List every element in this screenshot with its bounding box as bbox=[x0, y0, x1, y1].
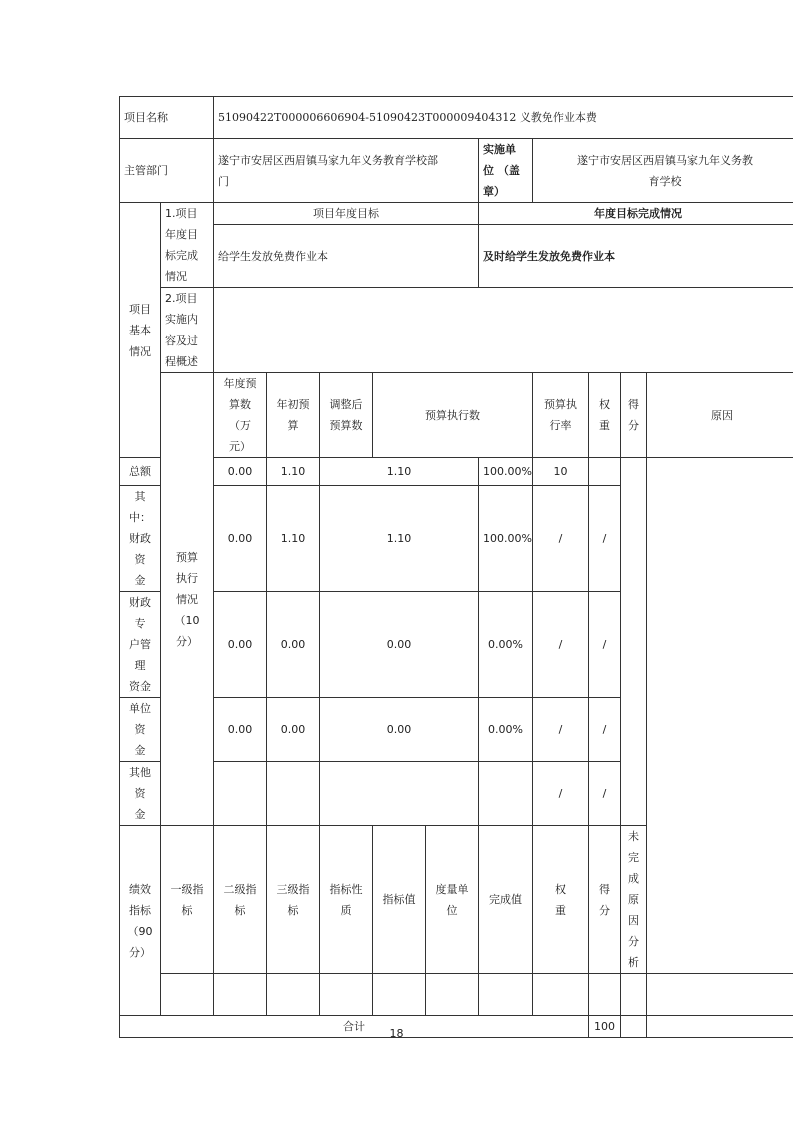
level3-indicator-header bbox=[267, 826, 320, 974]
initial-budget-cell: 0.00 bbox=[214, 458, 267, 486]
implementing-unit-value-line-1: 遂宁市安居区西眉镇马家九年义务教 bbox=[577, 153, 753, 167]
empty-cell bbox=[267, 974, 320, 1016]
score-cell: / bbox=[589, 592, 621, 698]
level1-indicator-header-line-1: 一级指 bbox=[170, 882, 204, 896]
implementing-unit-label-line-2: 位 （盖 bbox=[483, 164, 520, 177]
adjusted-budget-cell: 0.00 bbox=[267, 698, 320, 762]
implementing-unit-label bbox=[479, 139, 533, 203]
score-cell: / bbox=[589, 698, 621, 762]
process-overview-label bbox=[161, 288, 214, 373]
goal-value-row bbox=[120, 225, 793, 288]
annual-goal-header: 项目年度目标 bbox=[214, 203, 479, 225]
measure-unit-header-line-1: 度量单 bbox=[435, 882, 469, 896]
empty-cell bbox=[373, 974, 426, 1016]
score-cell: / bbox=[589, 762, 621, 826]
score-header-line-2: 分 bbox=[628, 419, 639, 432]
performance-score-header-line-1: 得 bbox=[599, 882, 610, 896]
empty-cell bbox=[320, 974, 373, 1016]
empty-cell bbox=[479, 974, 533, 1016]
table-row bbox=[120, 486, 793, 592]
table-row bbox=[120, 698, 793, 762]
execution-rate-header-line-1: 预算执 bbox=[544, 398, 577, 411]
performance-section-label bbox=[120, 826, 161, 1016]
adjusted-budget-cell: 1.10 bbox=[267, 486, 320, 592]
execution-rate-cell: 100.00% bbox=[479, 458, 533, 486]
adjusted-budget-header-line-1: 调整后 bbox=[329, 398, 363, 411]
performance-section-line-1: 绩效 bbox=[129, 882, 151, 896]
weight-cell: / bbox=[533, 592, 589, 698]
indicator-value-header: 指标值 bbox=[373, 826, 426, 974]
budget-row-label-line-1: 财政专 bbox=[129, 596, 151, 630]
level3-indicator-header-line-1: 三级指 bbox=[276, 882, 310, 896]
budget-row-label-line-1: 其他资 bbox=[129, 766, 151, 800]
project-name-label: 项目名称 bbox=[120, 97, 214, 139]
weight-cell: / bbox=[533, 698, 589, 762]
weight-header-line-2: 重 bbox=[599, 419, 610, 432]
initial-budget-header-line-2: 算 bbox=[287, 419, 299, 432]
actual-value-header: 完成值 bbox=[479, 826, 533, 974]
page-number: 18 bbox=[389, 1027, 404, 1040]
reason-header: 原因 bbox=[647, 373, 793, 458]
annual-budget-header-line-3: （万 bbox=[229, 419, 251, 432]
process-label-line-1: 2.项目 bbox=[165, 292, 198, 305]
annual-budget-header-line-1: 年度预 bbox=[223, 377, 257, 390]
table-row bbox=[120, 974, 793, 1016]
executed-budget-cell: 1.10 bbox=[320, 486, 479, 592]
process-overview-value bbox=[214, 288, 793, 373]
process-label-line-4: 程概述 bbox=[165, 355, 198, 368]
reason-cell bbox=[621, 458, 647, 826]
project-name-value: 51090422T000006606904-51090423T000009404312 义教免作业本费 bbox=[214, 97, 793, 139]
process-label-line-3: 容及过 bbox=[165, 334, 198, 347]
initial-budget-cell: 0.00 bbox=[214, 486, 267, 592]
performance-weight-header bbox=[533, 826, 589, 974]
budget-section-label bbox=[161, 373, 214, 826]
incomplete-analysis-header: 未完成原因分析 bbox=[621, 826, 647, 974]
budget-row-label bbox=[120, 486, 161, 592]
measure-unit-header-line-2: 位 bbox=[446, 903, 458, 917]
budget-row-label: 总额 bbox=[120, 458, 161, 486]
implementing-unit-value bbox=[533, 139, 793, 203]
goal-completion-header: 年度目标完成情况 bbox=[479, 203, 793, 225]
performance-weight-header-line-2: 重 bbox=[555, 903, 566, 917]
process-row bbox=[120, 288, 793, 373]
department-value-line-1: 遂宁市安居区西眉镇马家九年义务教育学校部 bbox=[218, 153, 438, 167]
budget-row-label bbox=[120, 762, 161, 826]
goal-header-row bbox=[120, 203, 793, 225]
execution-rate-header-line-2: 行率 bbox=[549, 419, 572, 432]
budget-section-line-1: 预算 bbox=[176, 550, 198, 564]
initial-budget-cell bbox=[214, 762, 267, 826]
total-label: 合计 bbox=[120, 1016, 589, 1038]
weight-cell: / bbox=[533, 486, 589, 592]
level2-indicator-header-line-1: 二级指 bbox=[223, 882, 257, 896]
empty-cell bbox=[621, 974, 647, 1016]
budget-row-label-line-3: 资金 bbox=[129, 680, 151, 693]
indicator-nature-header-line-1: 指标性 bbox=[329, 882, 363, 896]
empty-cell bbox=[533, 974, 589, 1016]
annual-budget-header-line-4: 元） bbox=[229, 440, 251, 453]
annual-goal-label-line-4: 情况 bbox=[165, 270, 187, 283]
score-header-line-1: 得 bbox=[628, 398, 639, 411]
budget-row-label bbox=[120, 698, 161, 762]
budget-evaluation-table bbox=[119, 96, 793, 1038]
level1-indicator-header bbox=[161, 826, 214, 974]
execution-rate-cell: 0.00% bbox=[479, 592, 533, 698]
adjusted-budget-cell bbox=[267, 762, 320, 826]
executed-budget-header: 预算执行数 bbox=[373, 373, 533, 458]
level3-indicator-header-line-2: 标 bbox=[287, 903, 299, 917]
measure-unit-header bbox=[426, 826, 479, 974]
performance-section-line-2: 指标 bbox=[129, 903, 151, 917]
score-header bbox=[621, 373, 647, 458]
initial-budget-header-line-1: 年初预 bbox=[276, 398, 310, 411]
table-row bbox=[120, 762, 793, 826]
performance-section-line-3: （90 bbox=[127, 924, 153, 938]
budget-row-label-line-2: 户管理 bbox=[129, 638, 151, 672]
budget-row-label-line-2: 金 bbox=[134, 808, 146, 821]
table-row bbox=[120, 592, 793, 698]
budget-section-line-4: （10 bbox=[174, 613, 200, 627]
annual-budget-header-line-2: 算数 bbox=[229, 398, 251, 411]
score-cell bbox=[589, 458, 621, 486]
execution-rate-header bbox=[533, 373, 589, 458]
implementing-unit-value-line-2: 育学校 bbox=[648, 174, 682, 188]
initial-budget-cell: 0.00 bbox=[214, 698, 267, 762]
empty-cell bbox=[647, 974, 793, 1016]
budget-row-label-line-3: 金 bbox=[134, 574, 146, 587]
department-label: 主管部门 bbox=[120, 139, 214, 203]
empty-cell bbox=[161, 974, 214, 1016]
performance-header-row bbox=[120, 826, 793, 974]
project-name-row bbox=[120, 97, 793, 139]
annual-goal-value: 给学生发放免费作业本 bbox=[214, 225, 479, 288]
empty-cell bbox=[214, 974, 267, 1016]
performance-score-header-line-2: 分 bbox=[599, 903, 610, 917]
basic-info-line-1: 项目 bbox=[129, 302, 151, 316]
annual-goal-label bbox=[161, 203, 214, 288]
department-row bbox=[120, 139, 793, 203]
indicator-nature-header-line-2: 质 bbox=[340, 903, 352, 917]
budget-section-line-2: 执行 bbox=[176, 571, 198, 585]
department-value bbox=[214, 139, 479, 203]
budget-row-label bbox=[120, 592, 161, 698]
weight-cell: 10 bbox=[533, 458, 589, 486]
empty-cell bbox=[589, 974, 621, 1016]
department-value-line-2: 门 bbox=[218, 174, 229, 188]
budget-row-label-line-2: 金 bbox=[134, 744, 146, 757]
budget-header-row bbox=[120, 373, 793, 458]
level2-indicator-header bbox=[214, 826, 267, 974]
weight-cell: / bbox=[533, 762, 589, 826]
performance-score-header bbox=[589, 826, 621, 974]
adjusted-budget-header bbox=[320, 373, 373, 458]
annual-budget-header bbox=[214, 373, 267, 458]
level1-indicator-header-line-2: 标 bbox=[181, 903, 193, 917]
adjusted-budget-cell: 0.00 bbox=[267, 592, 320, 698]
indicator-nature-header bbox=[320, 826, 373, 974]
executed-budget-cell: 1.10 bbox=[320, 458, 479, 486]
budget-row-label-line-1: 其中： bbox=[129, 490, 151, 524]
basic-info-line-2: 基本 bbox=[129, 323, 151, 337]
budget-row-label-line-2: 财政资 bbox=[129, 532, 151, 566]
performance-section-line-4: 分） bbox=[129, 945, 151, 959]
weight-header bbox=[589, 373, 621, 458]
table-row bbox=[120, 458, 793, 486]
score-cell: / bbox=[589, 486, 621, 592]
annual-goal-label-line-1: 1.项目 bbox=[165, 207, 198, 220]
performance-weight-header-line-1: 权 bbox=[555, 882, 566, 896]
budget-section-line-3: 情况 bbox=[176, 592, 198, 606]
initial-budget-header bbox=[267, 373, 320, 458]
total-weight: 100 bbox=[589, 1016, 621, 1038]
empty-cell bbox=[426, 974, 479, 1016]
annual-goal-label-line-2: 年度目 bbox=[165, 228, 198, 241]
level2-indicator-header-line-2: 标 bbox=[234, 903, 246, 917]
process-label-line-2: 实施内 bbox=[165, 313, 198, 326]
execution-rate-cell bbox=[479, 762, 533, 826]
implementing-unit-label-line-3: 章） bbox=[483, 185, 505, 198]
adjusted-budget-cell: 1.10 bbox=[267, 458, 320, 486]
adjusted-budget-header-line-2: 预算数 bbox=[329, 419, 363, 432]
budget-row-label-line-1: 单位资 bbox=[129, 702, 151, 736]
initial-budget-cell: 0.00 bbox=[214, 592, 267, 698]
implementing-unit-label-line-1: 实施单 bbox=[483, 143, 516, 156]
basic-info-line-3: 情况 bbox=[129, 344, 151, 358]
goal-completion-value: 及时给学生发放免费作业本 bbox=[479, 225, 793, 288]
budget-section-line-5: 分） bbox=[176, 634, 198, 648]
executed-budget-cell: 0.00 bbox=[320, 698, 479, 762]
execution-rate-cell: 100.00% bbox=[479, 486, 533, 592]
executed-budget-cell: 0.00 bbox=[320, 592, 479, 698]
basic-info-section-label bbox=[120, 203, 161, 458]
weight-header-line-1: 权 bbox=[599, 398, 610, 411]
execution-rate-cell: 0.00% bbox=[479, 698, 533, 762]
executed-budget-cell bbox=[320, 762, 479, 826]
annual-goal-label-line-3: 标完成 bbox=[165, 249, 198, 262]
